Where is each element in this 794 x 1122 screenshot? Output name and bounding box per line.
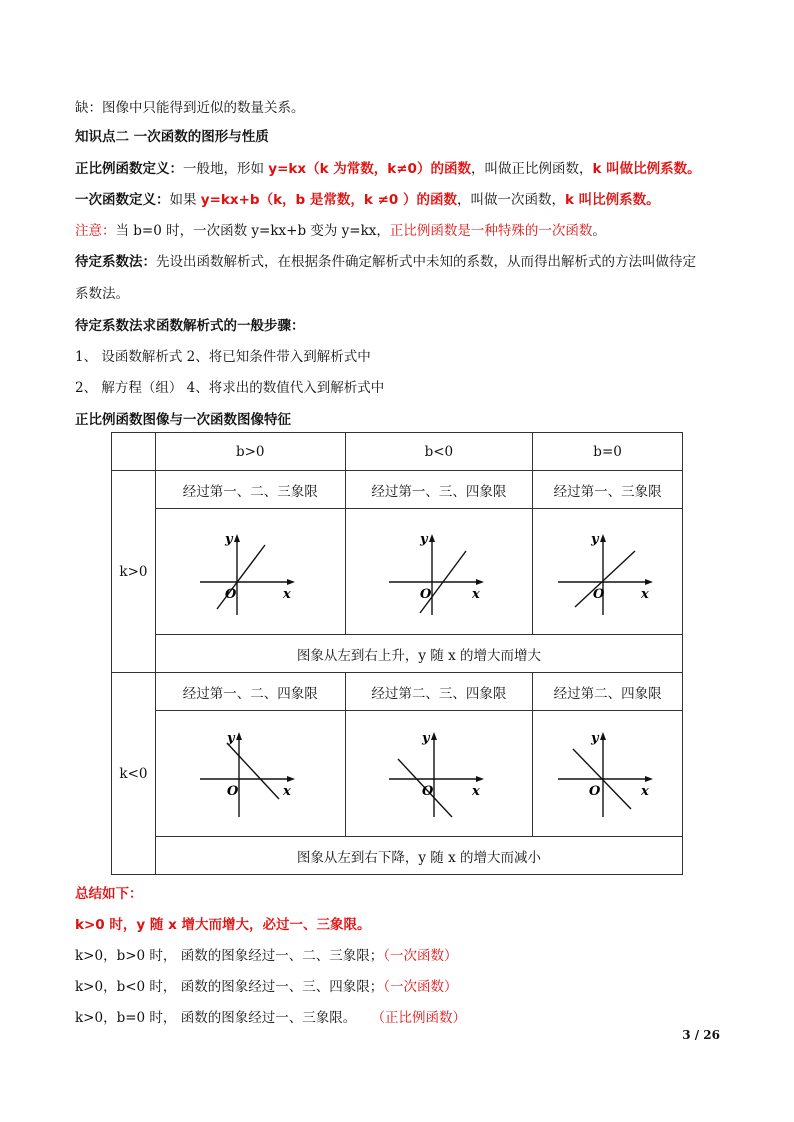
quadrant-text: 经过第一、二、三象限 [155,471,345,509]
method-line [75,250,696,270]
step-line: 2、 解方程（组） 4、将求出的数值代入到解析式中 [75,380,385,396]
summary-title: 总结如下： [75,886,143,902]
y-axis-label: y [225,531,233,547]
highlight: k 叫做比例系数。 [592,161,701,177]
y-axis-label: y [421,730,430,746]
quadrant-text: 经过第一、三象限 [533,471,683,509]
highlight: y=kx+b（k，b 是常数，k ≠0 ）的函数 [200,192,457,208]
x-axis-label: x [640,586,649,602]
text: k>0，b=0 时， 函数的图象经过一、三象限。 [75,1010,357,1026]
term: 一次函数定义： [75,192,170,208]
text: ，叫做正比例函数， [470,161,593,177]
origin-label: O [227,783,239,799]
note-label: 注意： [75,223,116,239]
graph-kpos-bpos [195,527,305,617]
graph-cell [345,509,533,635]
term: 正比例函数定义： [75,161,183,177]
y-axis-label: y [590,531,599,547]
summary-rule: k>0 时，y 随 x 增大而增大，必过一、三象限。 [75,917,371,933]
graph-kneg-bzero [553,729,663,819]
graph-cell [155,711,345,837]
text: ，叫做一次函数， [457,192,565,208]
quadrant-text: 经过第二、四象限 [533,673,683,711]
summary-row [75,944,457,964]
x-axis-label: x [471,586,480,602]
highlight: 正比例函数是一种特殊的一次函数 [389,223,593,239]
text: 当 b=0 时，一次函数 y=kx+b 变为 y=kx， [115,223,390,239]
function-type: （正比例函数） [378,1010,466,1026]
term: 待定系数法： [75,254,156,270]
function-type: （一次函数） [383,979,458,995]
text: k>0，b>0 时， 函数的图象经过一、二、三象限； [75,948,384,964]
quadrant-text: 经过第一、三、四象限 [345,471,533,509]
quadrant-text: 经过第一、二、四象限 [155,673,345,711]
x-axis-label: x [283,783,291,799]
highlight: y=kx（k 为常数，k≠0）的函数 [268,161,471,177]
graph-kneg-bneg [384,729,494,819]
trend-summary-falling: 图象从左到右下降，y 随 x 的增大而减小 [155,837,682,875]
note-line [75,219,606,239]
step-line: 1、 设函数解析式 2、将已知条件带入到解析式中 [75,349,371,365]
trend-summary-rising: 图象从左到右上升，y 随 x 的增大而增大 [155,635,682,673]
graph-cell [533,711,683,837]
text-line: 缺：图像中只能得到近似的数量关系。 [75,100,305,116]
graph-kpos-bneg [384,527,494,617]
summary-row [75,1006,466,1026]
graph-cell [533,509,683,635]
label-k-positive: k>0 [112,471,156,673]
header-b-positive: b>0 [155,433,345,471]
page-number: 3 / 26 [682,1028,720,1042]
origin-label: O [588,783,600,799]
origin-label: O [421,783,434,799]
header-b-negative: b<0 [345,433,533,471]
corner-cell [112,433,156,471]
graph-cell [155,509,345,635]
table-heading: 正比例函数图像与一次函数图像特征 [75,412,291,428]
graph-kpos-bzero [553,527,663,617]
text: 先设出函数解析式，在根据条件确定解析式中未知的系数，从而得出解析式的方法叫做待定 [156,254,696,270]
text-line: 系数法。 [75,286,129,302]
text: 如果 [169,192,201,208]
origin-label: O [592,586,604,602]
highlight: k 叫比例系数。 [565,192,660,208]
x-axis-label: x [471,783,480,799]
text: 一般地，形如 [183,161,269,177]
function-type: （一次函数） [383,948,458,964]
label-k-negative: k<0 [112,673,156,875]
graph-table [111,432,683,875]
graph-cell [345,711,533,837]
definition-linear [75,188,660,208]
origin-label: O [225,586,237,602]
y-axis-label: y [227,730,235,746]
header-b-zero: b=0 [533,433,683,471]
graph-kneg-bpos [195,729,305,819]
x-axis-label: x [283,586,291,602]
definition-proportional [75,157,701,177]
origin-label: O [419,586,432,602]
y-axis-label: y [590,730,599,746]
x-axis-label: x [640,783,649,799]
text: 。 [592,223,606,239]
y-axis-label: y [419,531,428,547]
text: k>0，b<0 时， 函数的图象经过一、三、四象限； [75,979,384,995]
quadrant-text: 经过第二、三、四象限 [345,673,533,711]
steps-heading: 待定系数法求函数解析式的一般步骤： [75,318,305,334]
section-heading: 知识点二 一次函数的图形与性质 [75,129,269,145]
summary-row [75,975,457,995]
